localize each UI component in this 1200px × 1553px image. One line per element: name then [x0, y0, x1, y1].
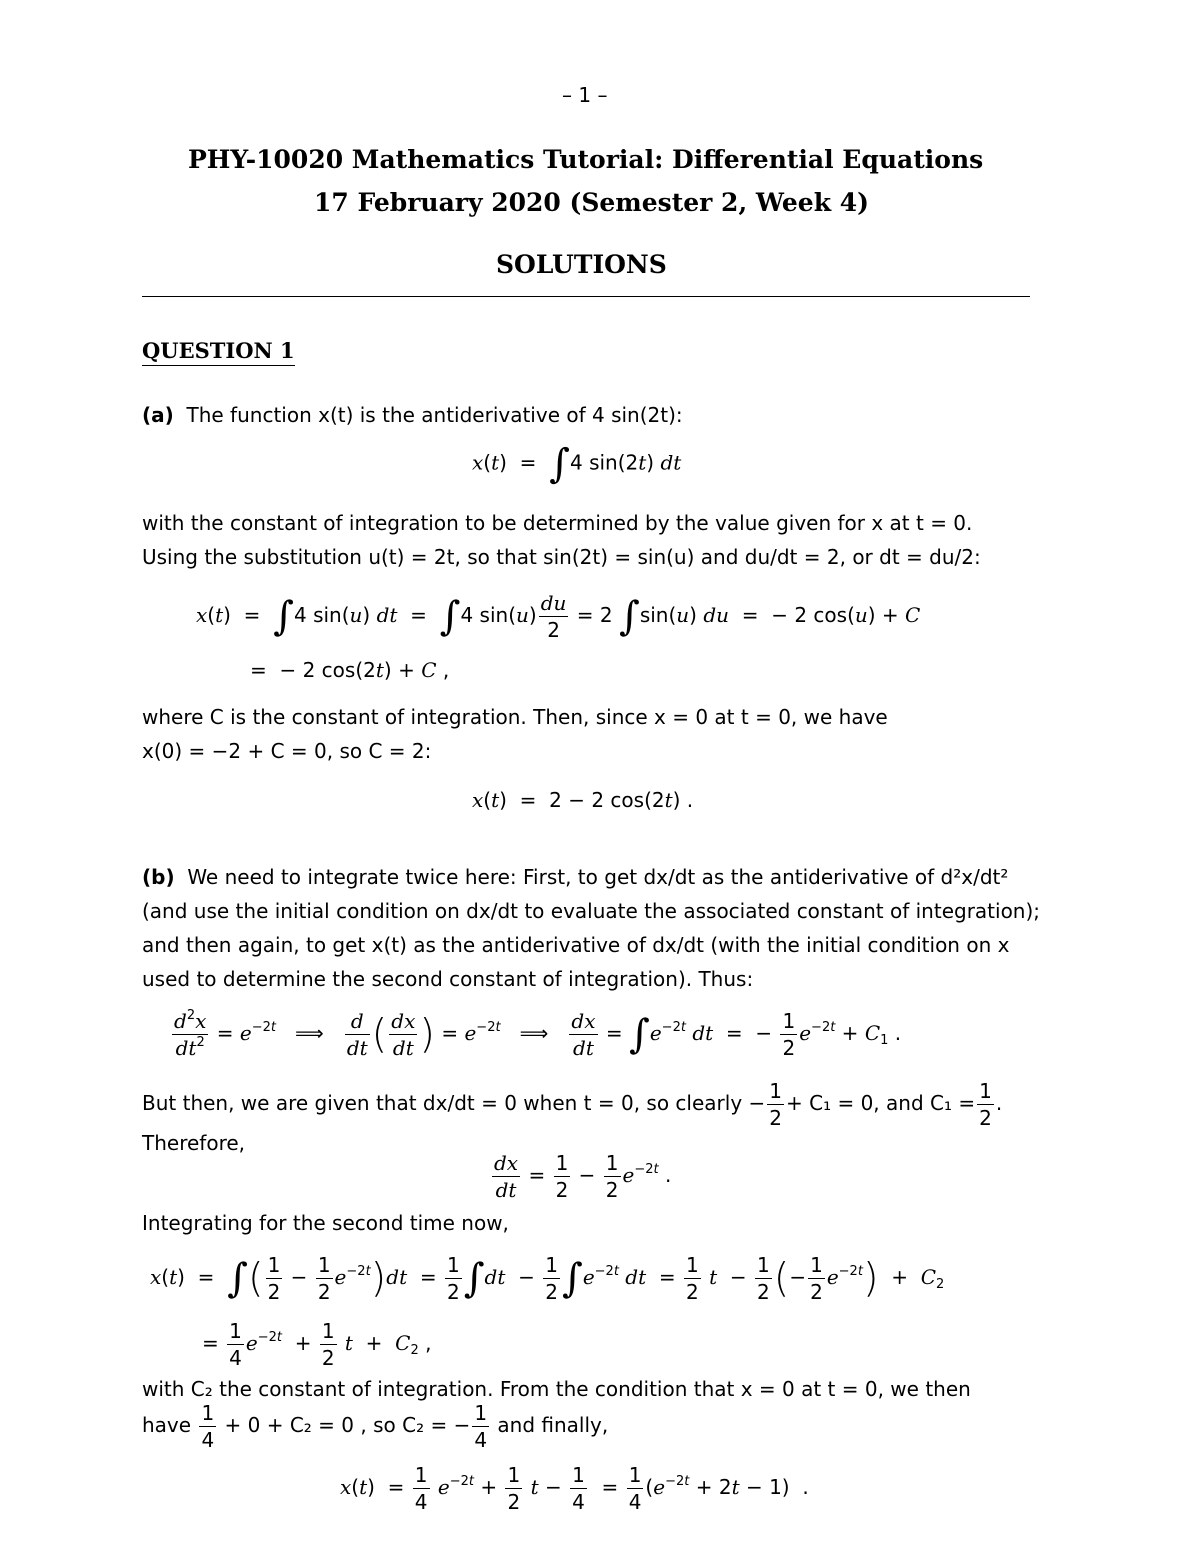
part-a-line-5: x(0) = −2 + C = 0, so C = 2: [142, 739, 432, 763]
part-b-line-7: Integrating for the second time now, [142, 1211, 509, 1235]
part-a-label: (a) [142, 403, 174, 427]
part-b-line-1 [142, 860, 1008, 894]
part-a-line-2: with the constant of integration to be determined by the value given for x at t = 0. [142, 511, 973, 535]
part-b-line-5-text: But then, we are given that dx/dt = 0 when t = 0, so clearly [142, 1091, 743, 1115]
solutions-heading: SOLUTIONS [496, 250, 667, 279]
part-a-line-4: where C is the constant of integration. Then, since x = 0 at t = 0, we have [142, 705, 888, 729]
equation-a4: x(t) = 2 − 2 cos(2t) . [472, 788, 694, 812]
part-b-line-2: (and use the initial condition on dx/dt to evaluate the associated constant of integration); [142, 899, 1041, 923]
part-b-line-5: But then, we are given that dx/dt = 0 when t = 0, so clearly − $\frac{1}{2}$ + C₁ = 0, and C₁ = $\frac{1}{2}$ . [142, 1079, 1003, 1130]
equation-b4: = $\frac{1}{4}$ $e^{-2t}$ + $\frac{1}{2}$ $t + C_2$ , [202, 1319, 432, 1370]
part-b-line-8: with C₂ the constant of integration. From the condition that x = 0 at t = 0, we then [142, 1377, 971, 1401]
equation-b1: $\frac{d^2x}{dt^2}$ = $e^{-2t}$ ⟹ $\frac{d}{dt}$ ( $\frac{dx}{dt}$ ) = $e^{-2t}$ ⟹ $\frac{dx}{dt}$ = $\int e^{-2t}$ dt = − $\frac{1}{2}$ $e^{-2t} + C_1$ . [174, 1008, 902, 1060]
question-heading: QUESTION 1 [142, 338, 295, 366]
part-b-line-6: Therefore, [142, 1131, 246, 1155]
part-b-label: (b) [142, 865, 175, 889]
equation-a1: x(t) = ∫4 sin(2t) dt [472, 441, 682, 487]
part-b-intro: We need to integrate twice here: First, to get dx/dt as the antiderivative of d²x/dt² [187, 865, 1009, 889]
equation-a2: x(t) = ∫4 sin(u) dt = ∫4 sin(u) $\frac{du}{2}$ = 2 ∫sin(u) du = − 2 cos(u) + C [196, 591, 921, 642]
equation-b3: x(t) = ∫( $\frac{1}{2}$ − $\frac{1}{2}$ $e^{-2t})dt$ = $\frac{1}{2}$ ∫dt − $\frac{1}{2}$ $\int e^{-2t}$ dt = $\frac{1}{2}$ t − $\frac{1}{2}$ (− $\frac{1}{2}$ $e^{-2t}) + C_2$ [150, 1253, 945, 1304]
equation-b2: $\frac{dx}{dt}$ = $\frac{1}{2}$ − $\frac{1}{2}$ $e^{-2t}$ . [494, 1151, 672, 1202]
part-b-line-4: used to determine the second constant of integration). Thus: [142, 967, 754, 991]
page-subtitle: 17 February 2020 (Semester 2, Week 4) [314, 188, 869, 217]
part-b-line-9-start: have [142, 1413, 192, 1437]
page-number: – 1 – [562, 83, 608, 107]
title-rule [142, 296, 1030, 297]
equation-a3: = − 2 cos(2t) + C , [250, 658, 450, 682]
part-b-line-5-tail: + C₁ = 0, and C₁ = [786, 1091, 976, 1115]
page-title: PHY-10020 Mathematics Tutorial: Differential Equations [188, 145, 984, 174]
part-b-line-9-end: and finally, [497, 1413, 609, 1437]
part-a-intro: The function x(t) is the antiderivative of 4 sin(2t): [186, 403, 683, 427]
part-a-line-1 [142, 398, 683, 432]
equation-b5: x(t) = $\frac{1}{4}$ $e^{-2t}$ + $\frac{1}{2}$ t − $\frac{1}{4}$ = $\frac{1}{4}$ $(e^{-2t} + 2t - 1)$ . [340, 1463, 809, 1514]
part-b-line-3: and then again, to get x(t) as the antiderivative of dx/dt (with the initial condition on x [142, 933, 1010, 957]
part-a-line-3: Using the substitution u(t) = 2t, so that sin(2t) = sin(u) and du/dt = 2, or dt = du/2: [142, 545, 981, 569]
part-b-line-9-mid: + 0 + C₂ = 0 , so C₂ = − [224, 1413, 471, 1437]
part-b-line-9: have $\frac{1}{4}$ + 0 + C₂ = 0 , so C₂ = − $\frac{1}{4}$ and finally, [142, 1401, 609, 1452]
